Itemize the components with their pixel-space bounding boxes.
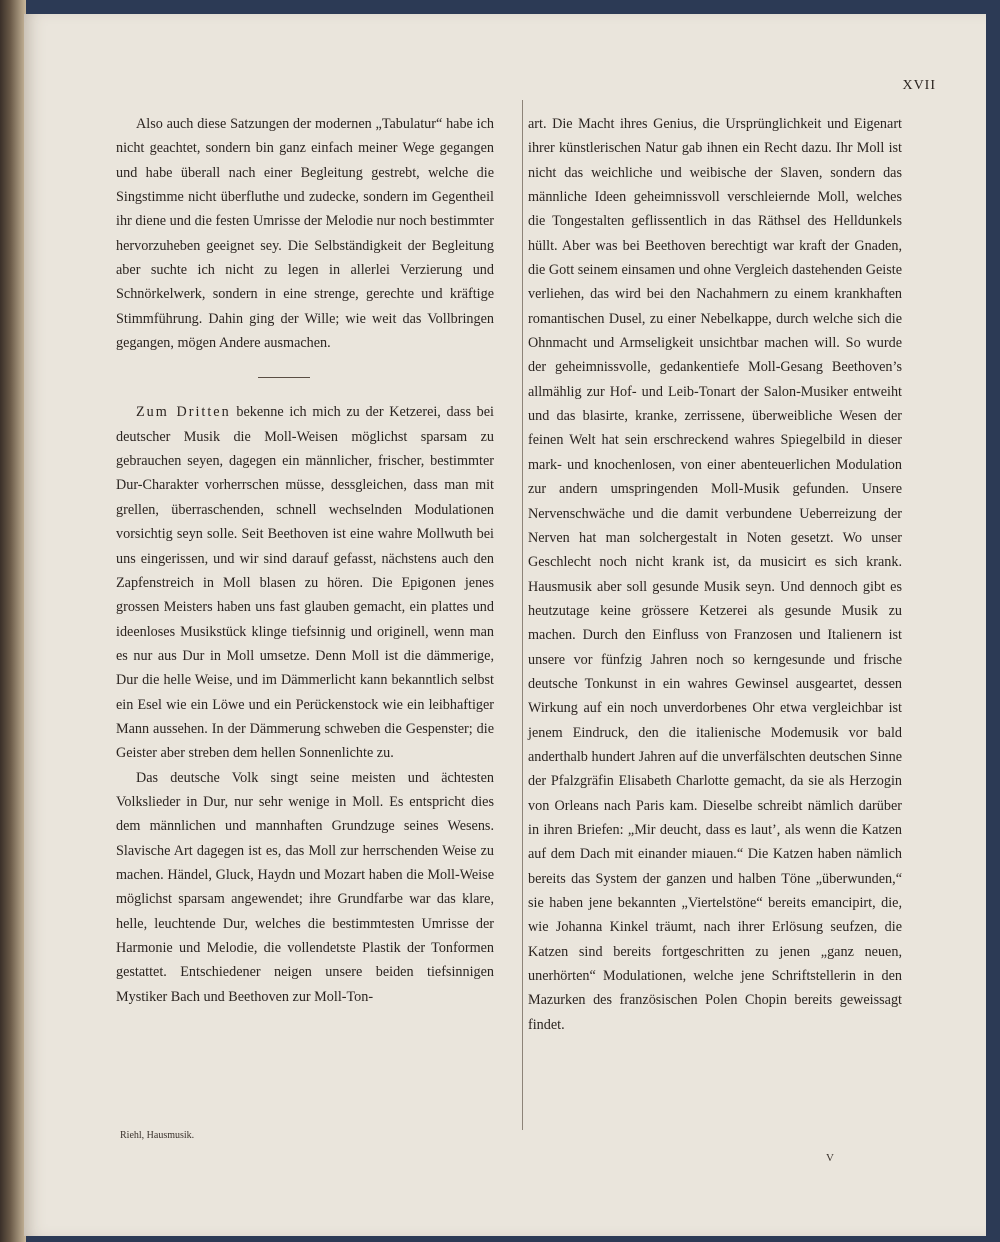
left-paragraph-2 (116, 400, 494, 765)
footer-source-note: Riehl, Hausmusik. (120, 1130, 195, 1141)
left-paragraph-3: Das deutsche Volk singt seine meisten und ächtesten Volkslieder in Dur, nur sehr wenige in Moll. Es entspricht dies dem männlichen und mannhaften Grundzuge seines Wesens. Slavische Art dagegen ist es, das Moll zur herrschenden Weise zu machen. Händel, Gluck, Haydn und Mozart haben die Moll-Weise möglichst sparsam angewendet; ihre Grundfarbe war das klare, helle, leuchtende Dur, welches die bestimmtesten Umrisse der Harmonie und Melodie, die vollendetste Plastik der Tonformen gestattet. Entschiedener neigen unsere beiden tiefsinnigen Mystiker Bach und Beethoven zur Moll-Ton- (116, 769, 494, 1005)
left-paragraph-1: Also auch diese Satzungen der modernen „Tabulatur“ habe ich nicht geachtet, sondern bin ganz einfach meiner Wege gegangen und habe überall nach einer Begleitung gestrebt, welche die Singstimme nicht überfluthe und zudecke, sondern im Gegentheil ihr diene und die festen Umrisse der Melodie nur noch bestimmter hervorzuheben geeignet sey. Die Selbständigkeit der Begleitung aber suchte ich nicht zu legen in allerlei Verzierung und Schnörkelwerk, sondern in eine strenge, gerechte und kräftige Stimmführung. Dahin ging der Wille; wie weit das Vollbringen gegangen, mögen Andere ausmachen. (116, 116, 494, 352)
right-paragraph-1: art. Die Macht ihres Genius, die Ursprünglichkeit und Eigenart ihrer künstlerischen Natur gab ihnen ein Recht dazu. Ihr Moll ist nicht das weichliche und weibische der Slaven, sondern das männliche Ideen geheimnissvoll verschleiernde Moll, welches die Tongestalten geflissentlich in das Räthsel des Helldunkels hüllt. Aber was bei Beethoven berechtigt war kraft der Gnaden, die Gott seinem einsamen und ohne Vergleich dastehenden Geiste verliehen, das wird bei den Nachahmern zu einem krankhaften romantischen Dusel, zu einer Nebelkappe, durch welche sich die Ohnmacht und Armseligkeit unsichtbar machen will. So wurde der geheimnissvolle, gedankentiefe Moll-Gesang Beethoven’s allmählig zur Hof- und Leib-Tonart der Salon-Musiker entweiht und das blasirte, kranke, zerrissene, überweibliche Wesen der feinen Welt hat sein erschreckend wahres Spiegelbild in dieser mark- und knochenlosen, von einer abenteuerlichen Modulation zur andern umspringenden Moll-Musik gefunden. Unsere Nervenschwäche und die damit verbundene Ueberreizung der Nerven hat man solchergestalt in Noten gesetzt. Wo unser Geschlecht noch nicht krank ist, da musicirt es sich krank. Hausmusik aber soll gesunde Musik seyn. Und dennoch gibt es heutzutage keine grössere Ketzerei als gesunde Musik zu machen. Durch den Einfluss von Franzosen und Italienern ist unsere vor fünfzig Jahren noch so kerngesunde und frische deutsche Tonkunst in ein wahres Gewinsel ausgeartet, dessen Wirkung auf ein noch unverdorbenes Ohr etwa vergleichbar ist jenem Eindruck, den die italienische Modemusik vor bald anderthalb hundert Jahren auf die unverfälschten deutschen Sinne der Pfalzgräfin Elisabeth Charlotte gemacht, da sie als Herzogin von Orleans nach Paris kam. Dieselbe schreibt nämlich darüber in ihren Briefen: „Mir deucht, dass es laut’, als wenn die Katzen auf dem Dach mit einander miauen.“ Die Katzen haben nämlich bereits das System der ganzen und halben Töne „überwunden,“ sie haben jene bekannten „Viertelstöne“ bereits emancipirt, die, wie Johanna Kinkel träumt, nach ihrer Erlösung seufzen, die Katzen sind bereits fortgeschritten zu jenen „ganz neuen, unerhörten“ Modulationen, welche jene Schriftstellerin in den Mazurken des französischen Polen Chopin bereits geweissagt findet. (528, 116, 902, 1033)
right-column (528, 112, 902, 1037)
left-paragraph-2-text: bekenne ich mich zu der Ketzerei, dass bei deutscher Musik die Moll-Weisen möglichst sparsam zu gebrauchen seyen, dagegen ein männlicher, frischer, bestimmter Dur-Charakter vorherrschen müsse, dessgleichen, dass man mit grellen, überraschenden, schnell wechselnden Modulationen vorsichtig seyn solle. Seit Beethoven ist eine wahre Mollwuth bei uns eingerissen, und wir sind darauf gefasst, nächstens auch den Zapfenstreich in Moll blasen zu hören. Die Epigonen jenes grossen Meisters haben uns fast glauben gemacht, ein plattes und ideenloses Musikstück klinge tiefsinnig und originell, wenn man es nur aus Dur in Moll umsetze. Denn Moll ist die dämmerige, Dur die helle Weise, und im Dämmerlicht kann bekanntlich selbst ein Esel wie ein Löwe und ein Perückenstock wie ein leibhaftiger Mann aussehen. In der Dämmerung schweben die Gespenster; die Geister aber streben dem hellen Sonnenlichte zu. (116, 404, 494, 762)
page-number: XVII (902, 78, 936, 93)
book-spine-edge (0, 0, 26, 1242)
left-column (116, 112, 494, 1009)
section-separator (258, 377, 310, 378)
column-divider (522, 100, 523, 1130)
signature-mark: V (826, 1152, 834, 1164)
section-lead: Zum Dritten (136, 404, 231, 421)
